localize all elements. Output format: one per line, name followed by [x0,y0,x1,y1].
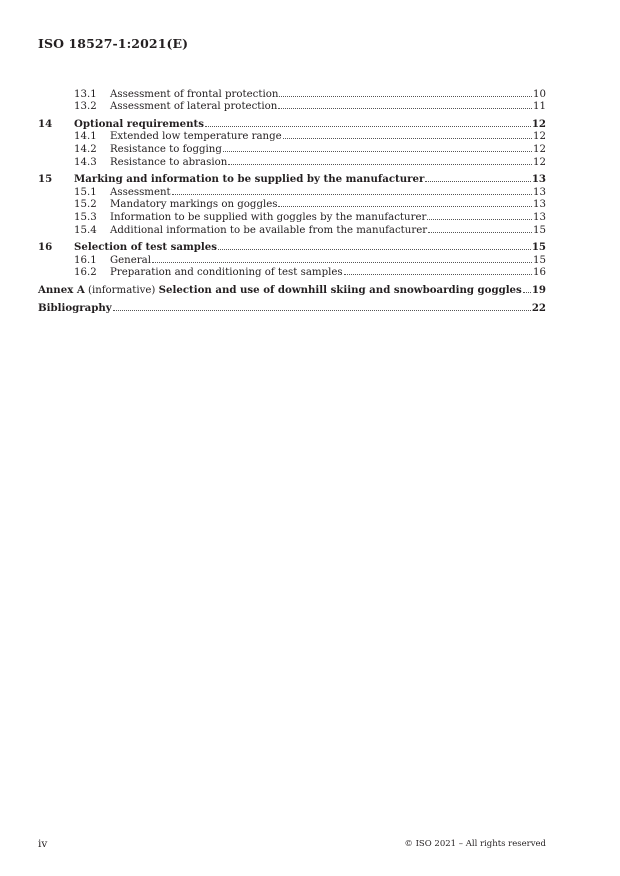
toc-entry-number: 13.2 [74,101,97,113]
footer-copyright: © ISO 2021 – All rights reserved [404,839,546,849]
toc-entry-page: 12 [533,156,546,168]
toc-entry-title: Assessment of frontal protection [110,88,279,100]
toc-entry-title: General [110,254,151,266]
toc-leader-dots [172,194,532,195]
toc-entry-title: Assessment [110,186,171,198]
toc-entry-annex-a[interactable] [38,283,546,296]
toc-entry-14-3[interactable] [38,155,546,168]
toc-entry-page: 15 [531,241,546,254]
toc-entry-number: 15.4 [74,224,97,236]
toc-entry-page: 22 [531,301,546,314]
toc-entry-page: 11 [533,101,546,113]
toc-leader-dots [279,96,532,97]
toc-entry-number: 15 [38,173,53,186]
toc-entry-16-2[interactable] [38,266,546,279]
toc-entry-15-2[interactable] [38,198,546,211]
toc-entry-number: 14.1 [74,131,97,143]
toc-entry-page: 13 [531,173,546,186]
toc-leader-dots [152,262,532,263]
toc-entry-title: Mandatory markings on goggles [110,199,278,211]
toc-leader-dots [113,310,531,311]
toc-entry-13-2[interactable] [38,100,546,113]
toc-entry-15-3[interactable] [38,210,546,223]
toc-entry-title: Information to be supplied with goggles by the manufacturer [110,211,427,223]
toc-entry-13-1[interactable] [38,87,546,100]
toc-leader-dots [218,249,531,250]
toc-entry-number: 16.2 [74,267,97,279]
annex-informative-note: (informative) [84,284,159,296]
toc-entry-15-1[interactable] [38,185,546,198]
toc-leader-dots [278,108,532,109]
toc-entry-title: Resistance to fogging [110,143,222,155]
toc-entry-page: 12 [531,117,546,130]
toc-entry-number: 15.1 [74,186,97,198]
toc-entry-title: Bibliography [38,301,112,314]
toc-entry-page: 19 [531,283,546,296]
toc-entry-title: Optional requirements [74,117,205,130]
toc-entry-number: 14.3 [74,156,97,168]
toc-entry-title: Marking and information to be supplied by the manufacturer [74,173,425,186]
toc-entry-number: 14 [38,117,53,130]
toc-leader-dots [223,151,532,152]
toc-entry-page: 15 [533,254,546,266]
annex-label: Annex A [38,283,85,296]
toc-leader-dots [283,138,532,139]
toc-entry-page: 15 [533,224,546,236]
toc-entry-page: 13 [533,211,546,223]
toc-entry-14-2[interactable] [38,142,546,155]
toc-entry-title: Assessment of lateral protection [110,101,278,113]
toc-entry-number: 15.3 [74,211,97,223]
toc-entry-title: Additional information to be available from the manufacturer [110,224,428,236]
toc-entry-page: 13 [533,186,546,198]
toc-entry-title: Resistance to abrasion [110,156,228,168]
toc-leader-dots [278,206,532,207]
toc-entry-title: Preparation and conditioning of test samples [110,267,343,279]
toc-leader-dots [523,292,531,293]
toc-leader-dots [344,274,532,275]
toc-entry-number: 13.1 [74,88,97,100]
toc-entry-14-1[interactable] [38,130,546,143]
footer-page-number: iv [38,838,48,850]
toc-entry-16-1[interactable] [38,253,546,266]
toc-leader-dots [228,164,532,165]
toc-leader-dots [427,219,532,220]
toc-entry-16[interactable] [38,241,546,254]
toc-entry-page: 12 [533,143,546,155]
toc-entry-page: 16 [533,267,546,279]
toc-entry-page: 12 [533,131,546,143]
toc-entry-number: 16.1 [74,254,97,266]
toc-entry-title: Selection of test samples [74,241,217,254]
toc-entry-number: 15.2 [74,199,97,211]
toc-leader-dots [205,126,531,127]
annex-title: Selection and use of downhill skiing and snowboarding goggles [158,283,522,296]
toc-entry-15-4[interactable] [38,223,546,236]
toc-entry-page: 10 [533,88,546,100]
toc-entry-number: 16 [38,241,53,254]
toc-entry-15[interactable] [38,173,546,186]
toc-entry-page: 13 [533,199,546,211]
table-of-contents [38,87,546,314]
toc-annex-heading [38,284,522,296]
toc-leader-dots [425,181,530,182]
toc-entry-number: 14.2 [74,143,97,155]
toc-entry-bibliography[interactable] [38,301,546,314]
document-header-title: ISO 18527-1:2021(E) [38,36,189,51]
toc-entry-14[interactable] [38,117,546,130]
toc-leader-dots [428,232,532,233]
toc-entry-title: Extended low temperature range [110,131,282,143]
